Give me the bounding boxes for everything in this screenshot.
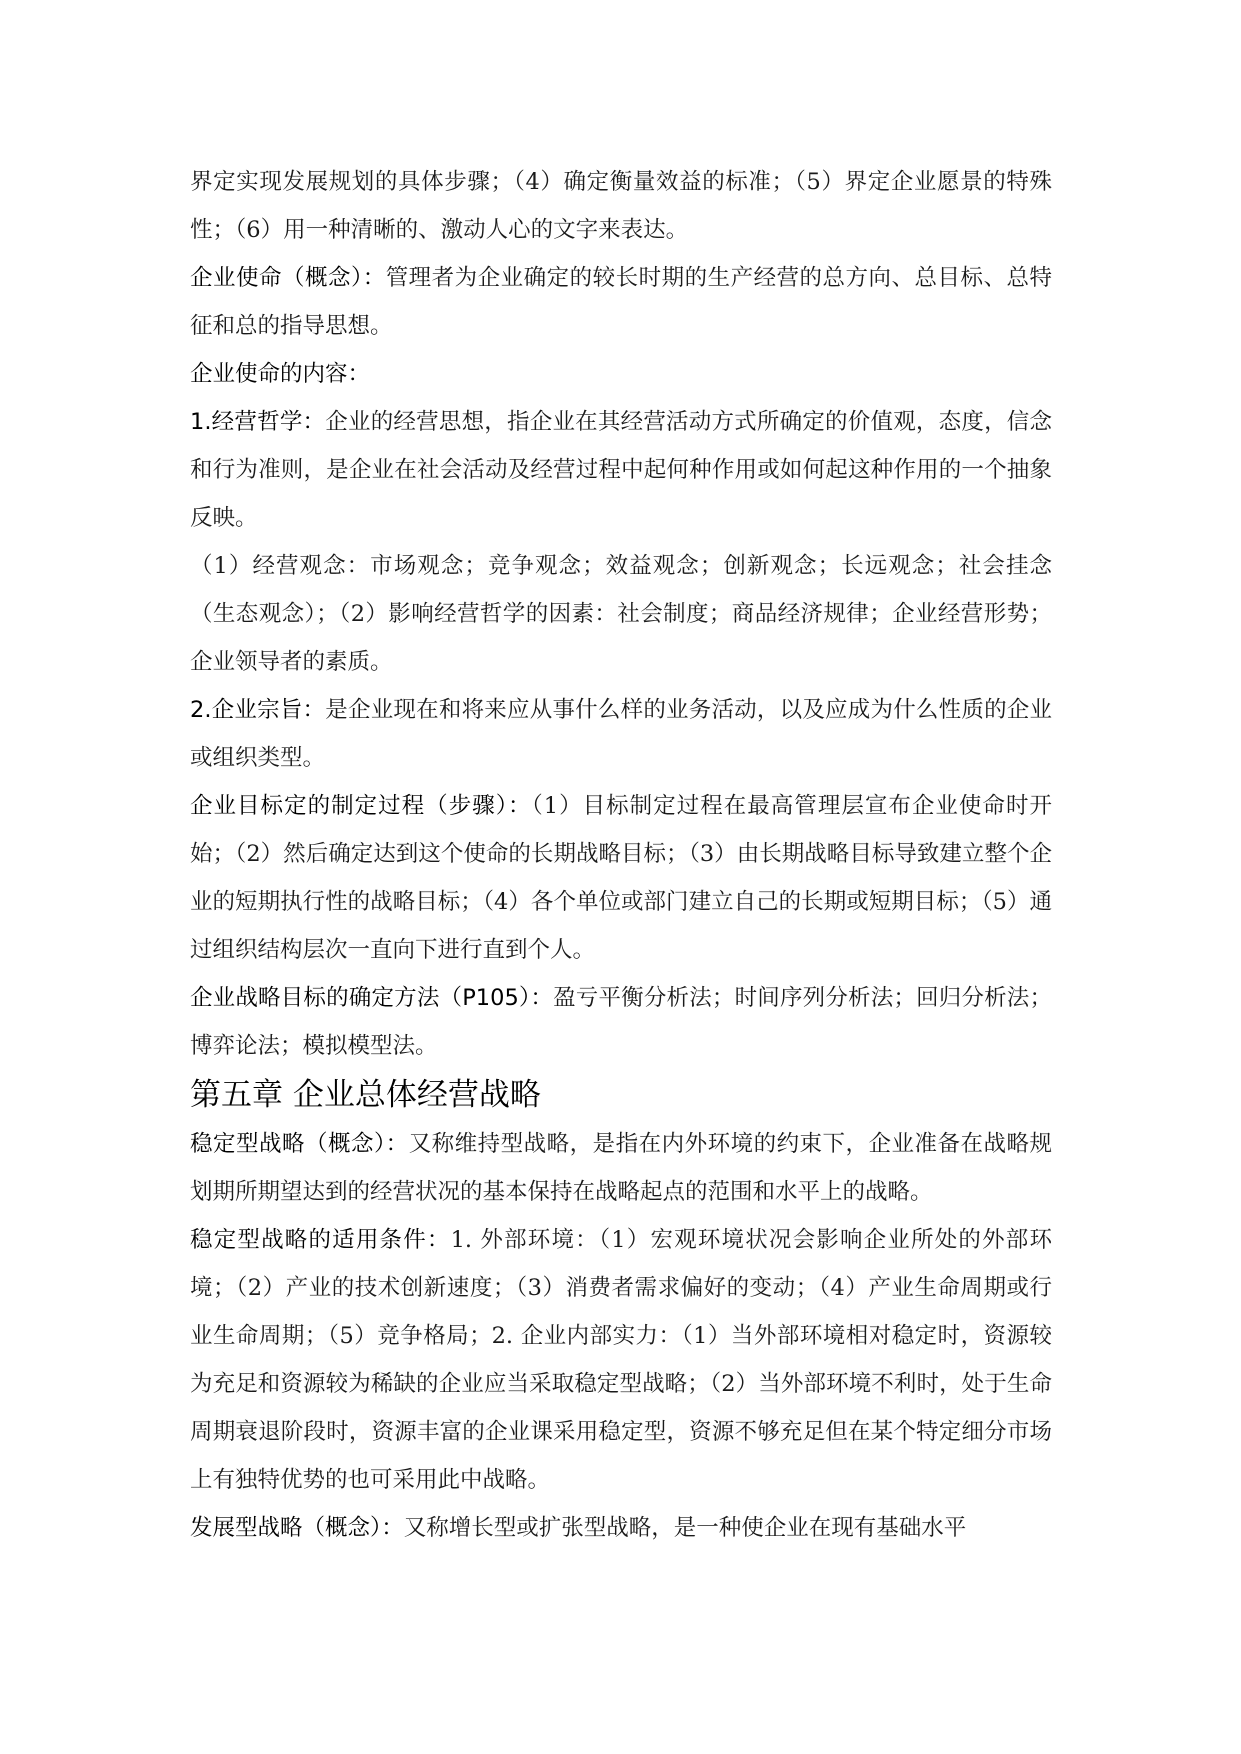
paragraph-text: 企业的经营思想，指企业在其经营活动方式所确定的价值观，态度，信念和行为准则，是企业在社会活动及经营过程中起何种作用或如何起这种作用的一个抽象反映。 <box>190 409 1052 531</box>
paragraph-text: 界定实现发展规划的具体步骤；（4）确定衡量效益的标准；（5）界定企业愿景的特殊性；（6）用一种清晰的、激动人心的文字来表达。 <box>190 169 1052 243</box>
paragraph-term: 企业战略目标的确定方法（P105）： <box>190 985 554 1011</box>
paragraph-text: 盈亏平衡分析法；时间序列分析法；回归分析法；博弈论法；模拟模型法。 <box>190 985 1052 1059</box>
paragraph-text: 是企业现在和将来应从事什么样的业务活动，以及应成为什么性质的企业或组织类型。 <box>190 697 1052 771</box>
paragraph-goal-methods <box>190 974 1052 1070</box>
paragraph-text: 又称维持型战略，是指在内外环境的约束下，企业准备在战略规划期所期望达到的经营状况的基本保持在战略起点的范围和水平上的战略。 <box>190 1131 1052 1205</box>
paragraph-term: 1.经营哲学： <box>190 409 326 435</box>
document-page <box>190 158 1052 1552</box>
paragraph-text: 1. 外部环境：（1）宏观环境状况会影响企业所处的外部环境；（2）产业的技术创新速度；（3）消费者需求偏好的变动；（4）产业生命周期或行业生命周期；（5）竞争格局；2. 企业内部实力：（1）当外部环境相对稳定时，资源较为充足和资源较为稀缺的企业应当采取稳定型战略；（2）当外部环境不利时，处于生命周期衰退阶段时，资源丰富的企业课采用稳定型，资源不够充足但在某个特定细分市场上有独特优势的也可采用此中战略。 <box>190 1227 1052 1493</box>
paragraph-term: 企业使命的内容： <box>190 361 371 387</box>
paragraph-term: 企业使命（概念）： <box>190 265 386 291</box>
paragraph-term: 稳定型战略（概念）： <box>190 1131 409 1157</box>
paragraph-term: 发展型战略（概念）： <box>190 1515 404 1541</box>
paragraph-term: 稳定型战略的适用条件： <box>190 1227 451 1253</box>
paragraph-growth-strategy <box>190 1504 1052 1552</box>
paragraph-text: 又称增长型或扩张型战略，是一种使企业在现有基础水平 <box>403 1515 967 1541</box>
paragraph-mission-concept <box>190 254 1052 350</box>
paragraph-goal-setting-process <box>190 782 1052 974</box>
paragraph-vision-steps <box>190 158 1052 254</box>
paragraph-stable-strategy-conditions <box>190 1216 1052 1504</box>
paragraph-business-philosophy <box>190 398 1052 542</box>
paragraph-text: （1）经营观念：市场观念；竞争观念；效益观念；创新观念；长远观念；社会挂念（生态观念）；（2）影响经营哲学的因素：社会制度；商品经济规律；企业经营形势；企业领导者的素质。 <box>190 553 1052 675</box>
chapter-heading: 第五章 企业总体经营战略 <box>190 1077 541 1113</box>
paragraph-text: （1）目标制定过程在最高管理层宣布企业使命时开始；（2）然后确定达到这个使命的长期战略目标；（3）由长期战略目标导致建立整个企业的短期执行性的战略目标；（4）各个单位或部门建立自己的长期或短期目标；（5）通过组织结构层次一直向下进行直到个人。 <box>190 793 1052 963</box>
paragraph-text: 管理者为企业确定的较长时期的生产经营的总方向、总目标、总特征和总的指导思想。 <box>190 265 1052 339</box>
paragraph-mission-content <box>190 350 1052 398</box>
paragraph-business-concepts <box>190 542 1052 686</box>
paragraph-stable-strategy <box>190 1120 1052 1216</box>
paragraph-enterprise-purpose <box>190 686 1052 782</box>
paragraph-term: 2.企业宗旨： <box>190 697 326 723</box>
paragraph-term: 企业目标定的制定过程（步骤）： <box>190 793 532 819</box>
